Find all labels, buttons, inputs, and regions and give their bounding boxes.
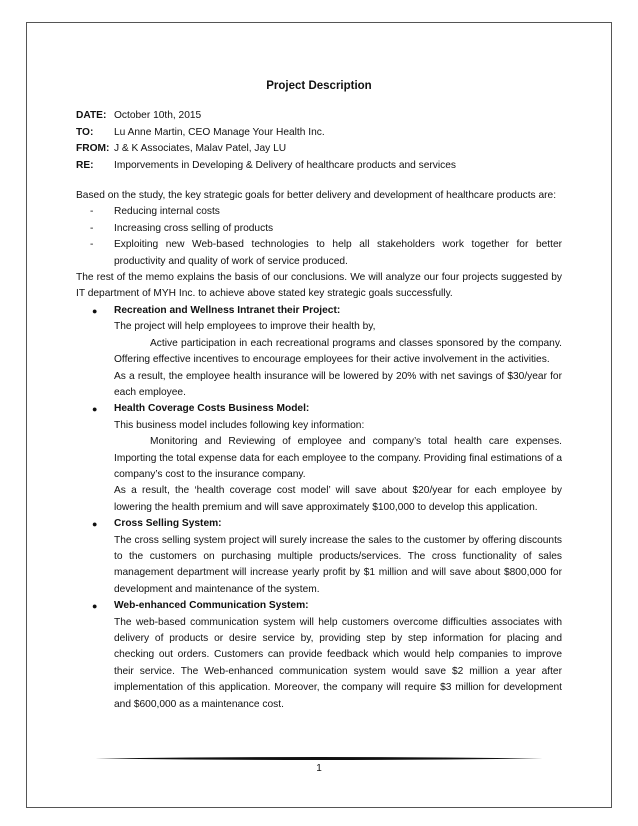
project-title: Recreation and Wellness Intranet their Project: [114, 304, 341, 316]
header-to-label: TO: [76, 126, 94, 138]
header-re-row [76, 158, 562, 174]
project-title: Health Coverage Costs Business Model: [114, 403, 310, 415]
project-line: Monitoring and Reviewing of employee and company’s total health care expenses. Importing the total expense data for each employee to the company. Providing final estimations of a company’s cost to the insurance company. [114, 436, 562, 480]
header-from-value: J & K Associates, Malav Patel, Jay LU [114, 143, 287, 155]
project-line: The project will help employees to improve their health by, [114, 321, 376, 333]
project-body [114, 533, 562, 599]
project-line: As a result, the employee health insurance will be lowered by 20% with net savings of $30/year for each employee. [114, 370, 562, 398]
project-item [90, 303, 562, 401]
header-from-row [76, 141, 562, 157]
projects-list [76, 303, 562, 713]
project-item [90, 516, 562, 598]
project-item [90, 401, 562, 516]
header-re-label: RE: [76, 159, 94, 171]
memo-header [76, 108, 562, 174]
header-to-row [76, 125, 562, 141]
project-title: Cross Selling System: [114, 518, 222, 530]
project-title: Web-enhanced Communication System: [114, 600, 309, 612]
page-number: 1 [316, 763, 322, 774]
header-to-value: Lu Anne Martin, CEO Manage Your Health Inc. [114, 126, 325, 138]
transition-paragraph: The rest of the memo explains the basis of our conclusions. We will analyze our four projects suggested by IT department of MYH Inc. to achieve above stated key strategic goals successfully. [76, 272, 562, 300]
footer-divider [95, 756, 543, 761]
bullet-icon: ● [92, 305, 98, 316]
project-body [114, 319, 562, 401]
project-line: This business model includes following key information: [114, 419, 365, 431]
project-line: Active participation in each recreational programs and classes sponsored by the company. Offering effective incentives to encourage employees for their active involvement in the activities. [114, 337, 562, 366]
header-date-row [76, 108, 562, 124]
page-title: Project Description [266, 80, 372, 92]
project-body [114, 615, 562, 713]
goal-item: - Exploiting new Web-based technologies to help all stakeholders work together for better productivity and quality of work of service produced. [90, 237, 562, 270]
goal-item: - Reducing internal costs [90, 204, 562, 220]
bullet-icon: ● [92, 601, 98, 612]
project-line: The cross selling system project will surely increase the sales to the customer by offering discounts to the customers on purchasing multiple products/services. The cross functionality of sales management department will increase yearly profit by $1 million and will save about $800,000 for development and maintenance of the system. [114, 534, 562, 595]
header-date-value: October 10th, 2015 [114, 110, 202, 122]
project-item [90, 598, 562, 713]
header-re-value: Imporvements in Developing & Delivery of healthcare products and services [114, 159, 457, 171]
goal-item: - Increasing cross selling of products [90, 221, 562, 237]
header-from-label: FROM: [76, 143, 110, 155]
bullet-icon: ● [92, 519, 98, 530]
project-body [114, 418, 562, 516]
project-line: As a result, the ‘health coverage cost model’ will save about $20/year for each employee by lowering the health premium and will save approximately $100,000 to develop this application. [114, 485, 562, 513]
bullet-icon: ● [92, 404, 98, 415]
intro-paragraph: Based on the study, the key strategic goals for better delivery and development of healthcare products are: [76, 190, 557, 202]
goals-list [76, 204, 562, 270]
project-line: The web-based communication system will help customers overcome difficulties associates with delivery of products or desire service by, providing step by step information for placing and checking out orders. Customers can provide feedback which would help companies to improve their service. The Web-enhanced communication system would save $2 million a year after implementation of this application. Moreover, the company will require $3 million for development and $600,000 as a maintenance cost. [114, 616, 562, 710]
memo-document [76, 78, 562, 713]
header-date-label: DATE: [76, 110, 107, 122]
